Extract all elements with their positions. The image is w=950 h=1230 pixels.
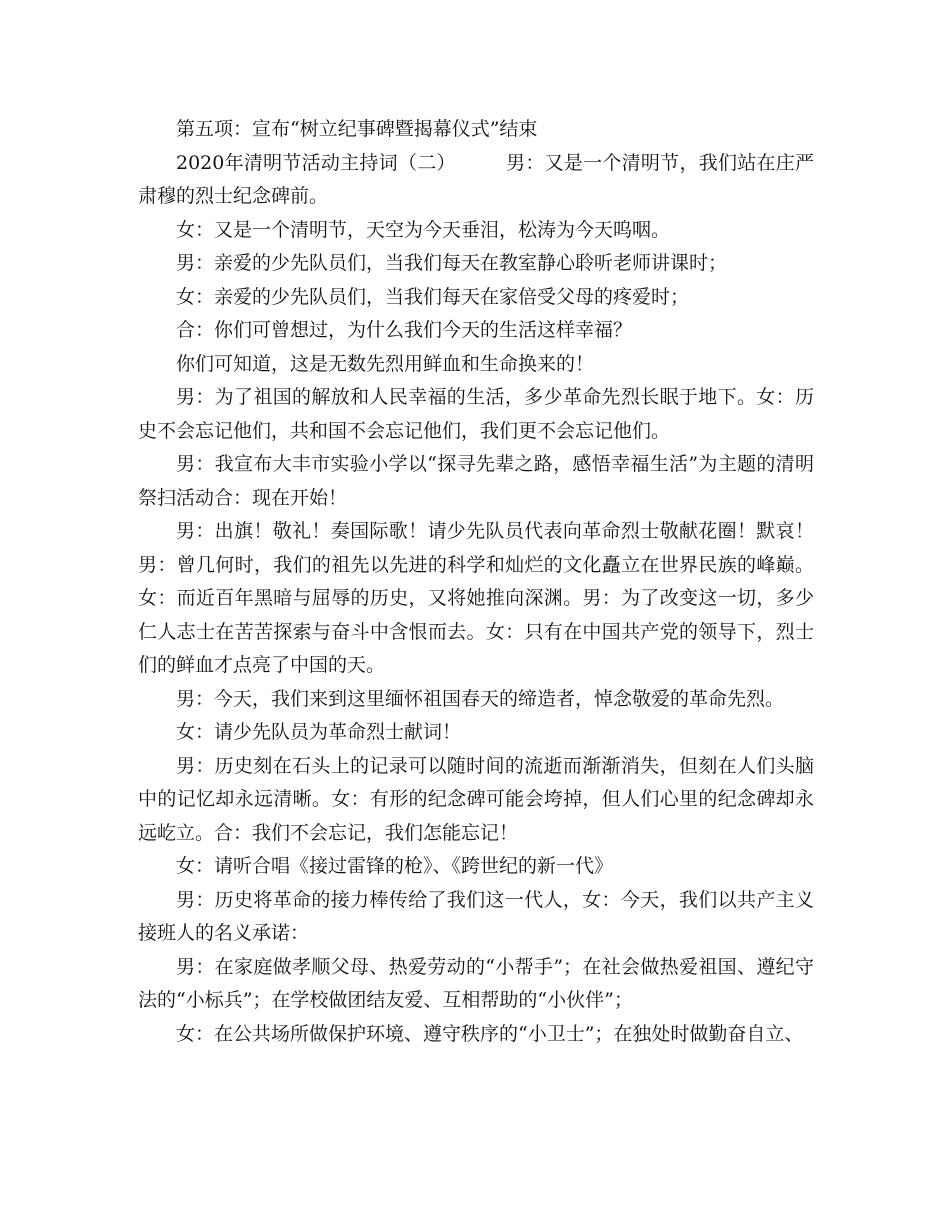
paragraph-item: 男：亲爱的少先队员们，当我们每天在教室静心聆听老师讲课时； bbox=[176, 252, 728, 274]
paragraph-item: 女：亲爱的少先队员们，当我们每天在家倍受父母的疼爱时； bbox=[176, 285, 690, 308]
paragraph-item: 男：今天，我们来到这里缅怀祖国春天的缔造者，悼念敬爱的革命先烈。 bbox=[176, 687, 785, 710]
paragraph-item: 合：你们可曾想过，为什么我们今天的生活这样幸福？ bbox=[176, 319, 633, 341]
paragraph-item: 女：请听合唱《接过雷锋的枪》、《跨世纪的新一代》 bbox=[176, 855, 614, 877]
paragraph-item: 男：为了祖国的解放和人民幸福的生活，多少革命先烈长眠于地下。女：历史不会忘记他们，共和国不会忘记他们，我们更不会忘记他们。 bbox=[138, 386, 814, 442]
document-body bbox=[138, 113, 814, 1051]
paragraph-item: 男：我宣布大丰市实验小学以“探寻先辈之路，感悟幸福生活”为主题的清明祭扫活动合：现在开始！ bbox=[138, 453, 814, 509]
paragraph-item: 男：在家庭做孝顺父母、热爱劳动的“小帮手”；在社会做热爱祖国、遵纪守法的“小标兵”；在学校做团结友爱、互相帮助的“小伙伴”； bbox=[138, 955, 814, 1011]
paragraph-item-title-opening: 2020年清明节活动主持词（二） 男：又是一个清明节，我们站在庄严肃穆的烈士纪念碑前。 bbox=[138, 151, 814, 207]
paragraph-item-announcement: 第五项：宣布“树立纪事碑暨揭幕仪式”结束 bbox=[176, 118, 538, 140]
paragraph-item: 女：在公共场所做保护环境、遵守秩序的“小卫士”；在独处时做勤奋自立、 bbox=[176, 1022, 804, 1045]
paragraph-item: 男：历史刻在石头上的记录可以随时间的流逝而渐渐消失，但刻在人们头脑中的记忆却永远清晰。女：有形的纪念碑可能会垮掉，但人们心里的纪念碑却永远屹立。合：我们不会忘记，我们怎能忘记！ bbox=[138, 754, 814, 844]
paragraph-item: 女：请少先队员为革命烈士献词！ bbox=[176, 721, 462, 743]
paragraph-item: 女：又是一个清明节，天空为今天垂泪，松涛为今天呜咽。 bbox=[176, 218, 671, 241]
paragraph-item: 你们可知道，这是无数先烈用鲜血和生命换来的！ bbox=[176, 352, 595, 375]
paragraph-item: 男：出旗！敬礼！奏国际歌！请少先队员代表向革命烈士敬献花圈！默哀！男：曾几何时，我们的祖先以先进的科学和灿烂的文化矗立在世界民族的峰巅。女：而近百年黑暗与屈辱的历史，又将她推向深渊。男：为了改变这一切，多少仁人志士在苦苦探索与奋斗中含恨而去。女：只有在中国共产党的领导下，烈士们的鲜血才点亮了中国的天。 bbox=[138, 520, 814, 676]
paragraph-item: 男：历史将革命的接力棒传给了我们这一代人，女：今天，我们以共产主义接班人的名义承诺： bbox=[138, 888, 814, 944]
